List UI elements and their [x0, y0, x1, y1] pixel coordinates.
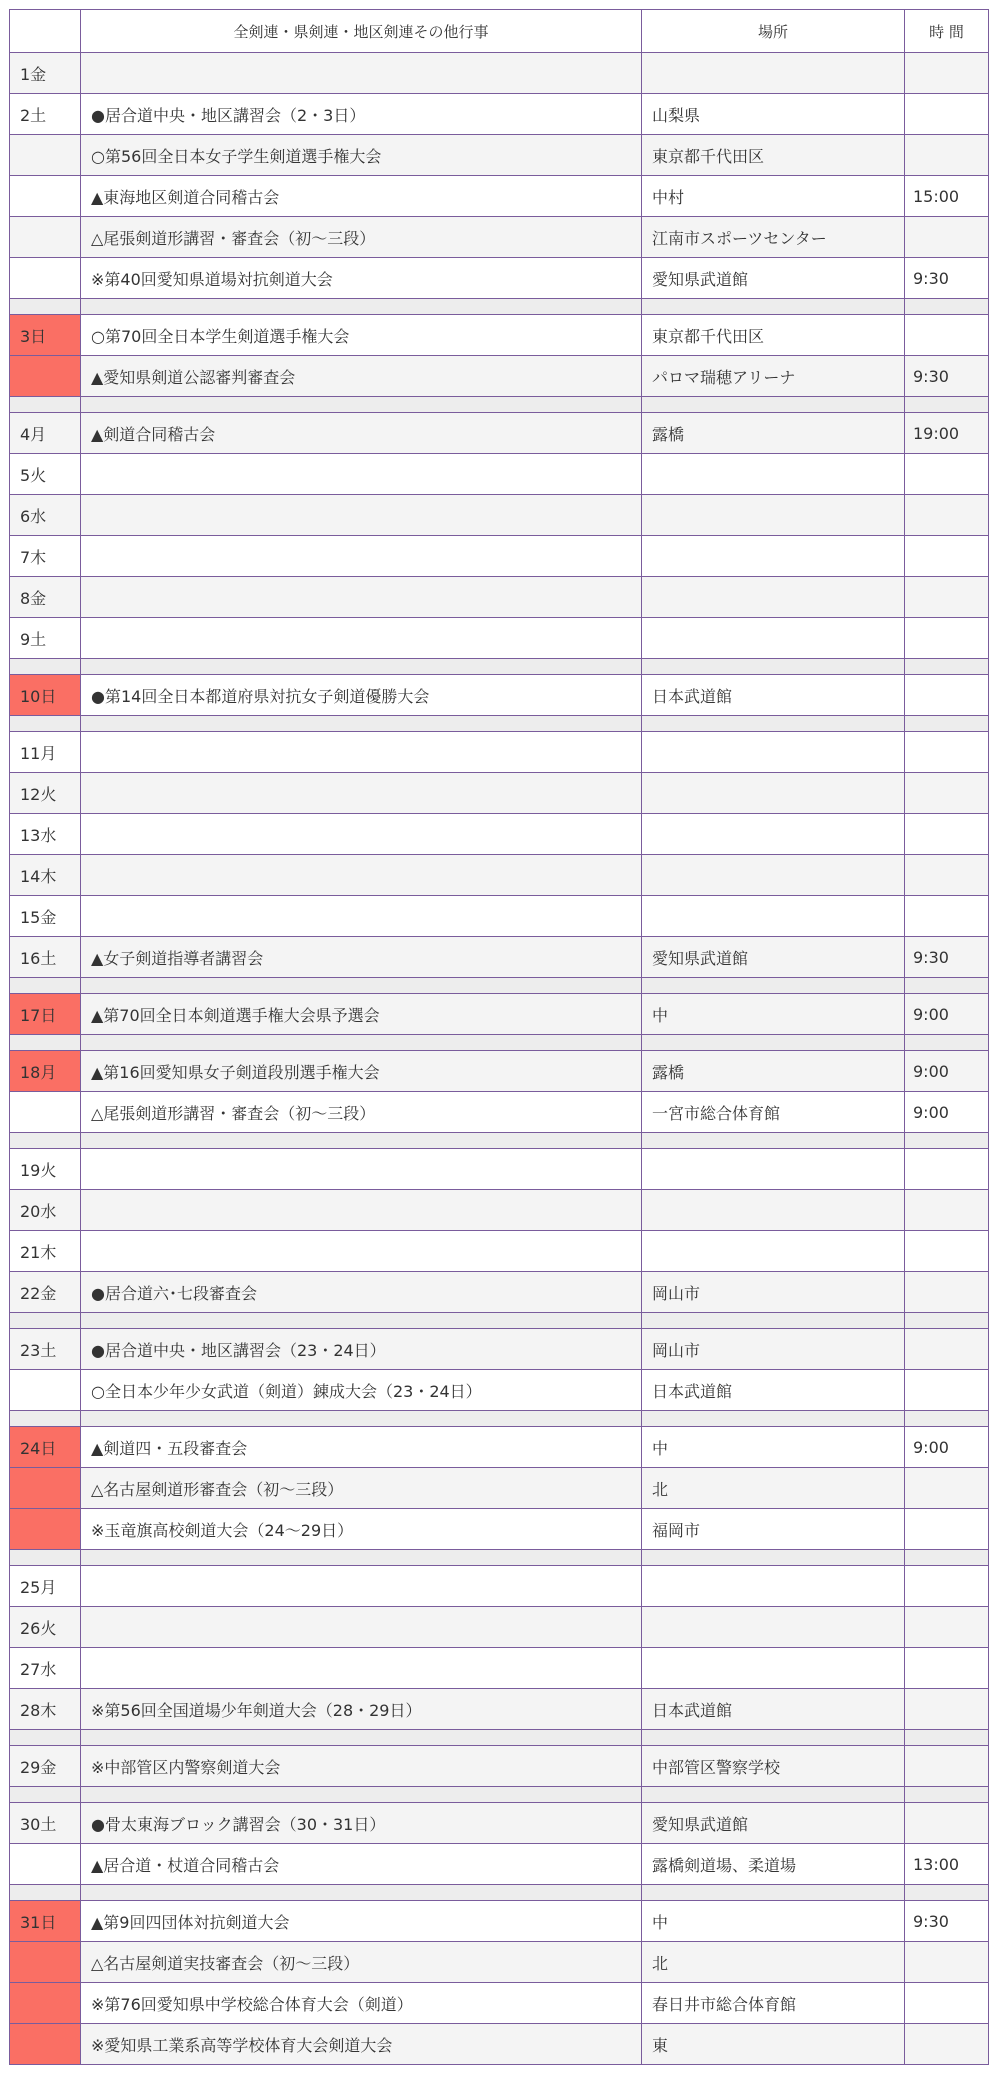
time-cell — [905, 1746, 989, 1787]
schedule-row — [10, 855, 989, 896]
event-cell: ▲第16回愛知県女子剣道段別選手権大会 — [81, 1051, 642, 1092]
day-cell: 29金 — [10, 1746, 81, 1787]
event-cell: △名古屋剣道実技審査会（初～三段） — [81, 1942, 642, 1983]
day-cell: 10日 — [10, 675, 81, 716]
schedule-row — [10, 732, 989, 773]
place-cell: 岡山市 — [642, 1272, 905, 1313]
schedule-row — [10, 1901, 989, 1942]
time-cell — [905, 618, 989, 659]
event-cell: ▲剣道合同稽古会 — [81, 413, 642, 454]
place-cell — [642, 814, 905, 855]
spacer-cell — [81, 978, 642, 994]
day-cell: 28木 — [10, 1689, 81, 1730]
spacer-cell — [905, 1313, 989, 1329]
time-cell: 13:00 — [905, 1844, 989, 1885]
time-cell — [905, 1231, 989, 1272]
place-cell: 露橋 — [642, 1051, 905, 1092]
event-cell — [81, 1648, 642, 1689]
day-cell — [10, 258, 81, 299]
day-cell: 21木 — [10, 1231, 81, 1272]
header-place: 場所 — [642, 10, 905, 53]
event-cell — [81, 732, 642, 773]
time-cell — [905, 53, 989, 94]
schedule-row — [10, 814, 989, 855]
schedule-row — [10, 937, 989, 978]
spacer-cell — [905, 1411, 989, 1427]
time-cell — [905, 1942, 989, 1983]
day-cell: 1金 — [10, 53, 81, 94]
schedule-row — [10, 1370, 989, 1411]
place-cell — [642, 1149, 905, 1190]
schedule-row — [10, 536, 989, 577]
time-cell — [905, 1329, 989, 1370]
spacer-cell — [10, 1885, 81, 1901]
schedule-row — [10, 1329, 989, 1370]
spacer-cell — [642, 1411, 905, 1427]
place-cell: 東京都千代田区 — [642, 315, 905, 356]
place-cell: 露橋剣道場、柔道場 — [642, 1844, 905, 1885]
spacer-row — [10, 1411, 989, 1427]
schedule-row — [10, 1231, 989, 1272]
spacer-cell — [81, 397, 642, 413]
time-cell — [905, 675, 989, 716]
schedule-row — [10, 135, 989, 176]
spacer-cell — [905, 978, 989, 994]
day-cell: 14木 — [10, 855, 81, 896]
place-cell: パロマ瑞穂アリーナ — [642, 356, 905, 397]
day-cell: 18月 — [10, 1051, 81, 1092]
spacer-row — [10, 716, 989, 732]
spacer-cell — [10, 1787, 81, 1803]
place-cell: 北 — [642, 1468, 905, 1509]
schedule-row — [10, 994, 989, 1035]
event-cell: ○全日本少年少女武道（剣道）錬成大会（23・24日） — [81, 1370, 642, 1411]
time-cell — [905, 1689, 989, 1730]
spacer-cell — [10, 397, 81, 413]
spacer-row — [10, 1035, 989, 1051]
spacer-cell — [642, 1730, 905, 1746]
day-cell: 4月 — [10, 413, 81, 454]
schedule-row — [10, 53, 989, 94]
time-cell — [905, 454, 989, 495]
event-cell: ▲東海地区剣道合同稽古会 — [81, 176, 642, 217]
day-cell: 7木 — [10, 536, 81, 577]
schedule-row — [10, 896, 989, 937]
day-cell: 2土 — [10, 94, 81, 135]
schedule-row — [10, 176, 989, 217]
spacer-cell — [642, 1550, 905, 1566]
time-cell: 9:30 — [905, 258, 989, 299]
time-cell: 9:00 — [905, 1092, 989, 1133]
spacer-row — [10, 1133, 989, 1149]
spacer-cell — [10, 1035, 81, 1051]
spacer-cell — [905, 1133, 989, 1149]
place-cell: 一宮市総合体育館 — [642, 1092, 905, 1133]
time-cell — [905, 855, 989, 896]
header-day — [10, 10, 81, 53]
event-cell — [81, 1607, 642, 1648]
event-cell: ▲第9回四団体対抗剣道大会 — [81, 1901, 642, 1942]
spacer-row — [10, 978, 989, 994]
spacer-cell — [10, 716, 81, 732]
event-cell — [81, 814, 642, 855]
spacer-cell — [10, 659, 81, 675]
spacer-cell — [10, 1411, 81, 1427]
event-cell — [81, 577, 642, 618]
schedule-row — [10, 1427, 989, 1468]
spacer-cell — [642, 716, 905, 732]
schedule-row — [10, 1746, 989, 1787]
time-cell: 9:00 — [905, 1051, 989, 1092]
time-cell — [905, 94, 989, 135]
spacer-cell — [905, 299, 989, 315]
event-cell: ●居合道六･七段審査会 — [81, 1272, 642, 1313]
spacer-cell — [10, 1550, 81, 1566]
header-time: 時 間 — [905, 10, 989, 53]
event-cell — [81, 1231, 642, 1272]
schedule-row — [10, 1689, 989, 1730]
day-cell — [10, 135, 81, 176]
schedule-row — [10, 356, 989, 397]
spacer-cell — [81, 1787, 642, 1803]
spacer-cell — [10, 1730, 81, 1746]
place-cell: 中部管区警察学校 — [642, 1746, 905, 1787]
time-cell — [905, 732, 989, 773]
schedule-row — [10, 1803, 989, 1844]
place-cell — [642, 1648, 905, 1689]
time-cell — [905, 536, 989, 577]
day-cell: 20水 — [10, 1190, 81, 1231]
schedule-row — [10, 2024, 989, 2065]
day-cell — [10, 356, 81, 397]
spacer-cell — [642, 1885, 905, 1901]
day-cell — [10, 1468, 81, 1509]
event-cell: ▲第70回全日本剣道選手権大会県予選会 — [81, 994, 642, 1035]
spacer-cell — [642, 1133, 905, 1149]
day-cell: 16土 — [10, 937, 81, 978]
place-cell — [642, 1607, 905, 1648]
day-cell: 31日 — [10, 1901, 81, 1942]
schedule-row — [10, 577, 989, 618]
spacer-cell — [10, 299, 81, 315]
schedule-row — [10, 258, 989, 299]
time-cell — [905, 1607, 989, 1648]
place-cell — [642, 855, 905, 896]
schedule-row — [10, 675, 989, 716]
time-cell: 9:30 — [905, 1901, 989, 1942]
header-row — [10, 10, 989, 53]
event-cell — [81, 53, 642, 94]
spacer-cell — [905, 1730, 989, 1746]
spacer-cell — [642, 299, 905, 315]
place-cell: 福岡市 — [642, 1509, 905, 1550]
schedule-row — [10, 217, 989, 258]
place-cell — [642, 896, 905, 937]
day-cell — [10, 2024, 81, 2065]
place-cell — [642, 577, 905, 618]
time-cell — [905, 1190, 989, 1231]
event-cell: ●居合道中央・地区講習会（23・24日） — [81, 1329, 642, 1370]
place-cell — [642, 53, 905, 94]
time-cell — [905, 1509, 989, 1550]
spacer-row — [10, 1550, 989, 1566]
day-cell: 6水 — [10, 495, 81, 536]
schedule-row — [10, 618, 989, 659]
time-cell — [905, 135, 989, 176]
place-cell — [642, 618, 905, 659]
spacer-cell — [81, 1550, 642, 1566]
schedule-row — [10, 1566, 989, 1607]
spacer-cell — [81, 1885, 642, 1901]
time-cell — [905, 1983, 989, 2024]
time-cell: 9:00 — [905, 1427, 989, 1468]
place-cell: 日本武道館 — [642, 1689, 905, 1730]
spacer-cell — [81, 1035, 642, 1051]
time-cell — [905, 217, 989, 258]
event-cell: ○第56回全日本女子学生剣道選手権大会 — [81, 135, 642, 176]
spacer-cell — [642, 978, 905, 994]
day-cell: 19火 — [10, 1149, 81, 1190]
event-cell: ○第70回全日本学生剣道選手権大会 — [81, 315, 642, 356]
schedule-row — [10, 773, 989, 814]
time-cell — [905, 1149, 989, 1190]
time-cell — [905, 1803, 989, 1844]
day-cell — [10, 176, 81, 217]
day-cell — [10, 217, 81, 258]
event-cell: ●骨太東海ブロック講習会（30・31日） — [81, 1803, 642, 1844]
day-cell: 3日 — [10, 315, 81, 356]
place-cell — [642, 732, 905, 773]
place-cell: 東 — [642, 2024, 905, 2065]
day-cell: 9土 — [10, 618, 81, 659]
event-cell: ※第76回愛知県中学校総合体育大会（剣道） — [81, 1983, 642, 2024]
day-cell: 8金 — [10, 577, 81, 618]
day-cell — [10, 1370, 81, 1411]
day-cell: 22金 — [10, 1272, 81, 1313]
place-cell: 日本武道館 — [642, 675, 905, 716]
spacer-cell — [905, 1885, 989, 1901]
place-cell: 中 — [642, 1427, 905, 1468]
event-cell: ▲女子剣道指導者講習会 — [81, 937, 642, 978]
event-cell — [81, 896, 642, 937]
day-cell: 5火 — [10, 454, 81, 495]
event-cell — [81, 1190, 642, 1231]
spacer-cell — [81, 1313, 642, 1329]
place-cell — [642, 773, 905, 814]
time-cell — [905, 1272, 989, 1313]
event-cell: ●居合道中央・地区講習会（2・3日） — [81, 94, 642, 135]
event-cell: △尾張剣道形講習・審査会（初～三段） — [81, 1092, 642, 1133]
spacer-cell — [10, 1133, 81, 1149]
spacer-row — [10, 1313, 989, 1329]
day-cell: 27水 — [10, 1648, 81, 1689]
spacer-cell — [81, 1411, 642, 1427]
event-cell: ▲剣道四・五段審査会 — [81, 1427, 642, 1468]
day-cell: 17日 — [10, 994, 81, 1035]
place-cell — [642, 1231, 905, 1272]
schedule-row — [10, 413, 989, 454]
event-cell: ※第40回愛知県道場対抗剣道大会 — [81, 258, 642, 299]
spacer-cell — [905, 1787, 989, 1803]
event-cell — [81, 773, 642, 814]
day-cell: 12火 — [10, 773, 81, 814]
day-cell — [10, 1509, 81, 1550]
event-cell: ※愛知県工業系高等学校体育大会剣道大会 — [81, 2024, 642, 2065]
event-cell — [81, 495, 642, 536]
schedule-row — [10, 94, 989, 135]
event-cell: ▲居合道・杖道合同稽古会 — [81, 1844, 642, 1885]
header-event: 全剣連・県剣連・地区剣連その他行事 — [81, 10, 642, 53]
event-cell — [81, 618, 642, 659]
schedule-row — [10, 1190, 989, 1231]
day-cell: 15金 — [10, 896, 81, 937]
spacer-cell — [81, 1133, 642, 1149]
time-cell — [905, 2024, 989, 2065]
day-cell — [10, 1942, 81, 1983]
day-cell: 26火 — [10, 1607, 81, 1648]
time-cell: 9:00 — [905, 994, 989, 1035]
schedule-row — [10, 1983, 989, 2024]
event-cell: ※玉竜旗高校剣道大会（24～29日） — [81, 1509, 642, 1550]
time-cell — [905, 773, 989, 814]
time-cell — [905, 896, 989, 937]
day-cell: 11月 — [10, 732, 81, 773]
schedule-row — [10, 1509, 989, 1550]
time-cell — [905, 577, 989, 618]
place-cell: 愛知県武道館 — [642, 1803, 905, 1844]
schedule-row — [10, 1844, 989, 1885]
place-cell — [642, 454, 905, 495]
spacer-row — [10, 397, 989, 413]
day-cell — [10, 1844, 81, 1885]
place-cell: 春日井市総合体育館 — [642, 1983, 905, 2024]
schedule-row — [10, 1092, 989, 1133]
event-cell: ▲愛知県剣道公認審判審査会 — [81, 356, 642, 397]
schedule-row — [10, 1607, 989, 1648]
place-cell: 愛知県武道館 — [642, 937, 905, 978]
spacer-cell — [642, 1787, 905, 1803]
time-cell — [905, 1648, 989, 1689]
time-cell — [905, 495, 989, 536]
event-cell: ※第56回全国道場少年剣道大会（28・29日） — [81, 1689, 642, 1730]
place-cell — [642, 536, 905, 577]
place-cell: 北 — [642, 1942, 905, 1983]
event-cell — [81, 1149, 642, 1190]
time-cell: 15:00 — [905, 176, 989, 217]
spacer-cell — [905, 1035, 989, 1051]
schedule-row — [10, 1648, 989, 1689]
time-cell — [905, 1468, 989, 1509]
spacer-cell — [81, 299, 642, 315]
time-cell — [905, 1370, 989, 1411]
spacer-cell — [642, 397, 905, 413]
time-cell: 9:30 — [905, 937, 989, 978]
spacer-row — [10, 1730, 989, 1746]
spacer-cell — [81, 1730, 642, 1746]
day-cell: 23土 — [10, 1329, 81, 1370]
event-cell — [81, 1566, 642, 1607]
place-cell: 東京都千代田区 — [642, 135, 905, 176]
spacer-row — [10, 1885, 989, 1901]
schedule-row — [10, 1272, 989, 1313]
place-cell: 山梨県 — [642, 94, 905, 135]
spacer-row — [10, 659, 989, 675]
day-cell: 13水 — [10, 814, 81, 855]
event-cell: △名古屋剣道形審査会（初～三段） — [81, 1468, 642, 1509]
time-cell: 9:30 — [905, 356, 989, 397]
schedule-row — [10, 1468, 989, 1509]
event-cell — [81, 855, 642, 896]
schedule-row — [10, 1149, 989, 1190]
event-cell: ●第14回全日本都道府県対抗女子剣道優勝大会 — [81, 675, 642, 716]
spacer-cell — [905, 716, 989, 732]
place-cell — [642, 495, 905, 536]
place-cell — [642, 1566, 905, 1607]
schedule-body — [10, 53, 989, 2065]
schedule-row — [10, 1051, 989, 1092]
schedule-table — [9, 9, 989, 2065]
spacer-row — [10, 299, 989, 315]
place-cell — [642, 1190, 905, 1231]
spacer-cell — [642, 1313, 905, 1329]
place-cell: 中村 — [642, 176, 905, 217]
event-cell: △尾張剣道形講習・審査会（初～三段） — [81, 217, 642, 258]
event-cell — [81, 454, 642, 495]
time-cell — [905, 1566, 989, 1607]
day-cell: 30土 — [10, 1803, 81, 1844]
spacer-cell — [81, 716, 642, 732]
spacer-cell — [10, 1313, 81, 1329]
place-cell: 岡山市 — [642, 1329, 905, 1370]
day-cell — [10, 1092, 81, 1133]
day-cell: 25月 — [10, 1566, 81, 1607]
place-cell: 江南市スポーツセンター — [642, 217, 905, 258]
event-cell — [81, 536, 642, 577]
schedule-row — [10, 315, 989, 356]
spacer-cell — [81, 659, 642, 675]
event-cell: ※中部管区内警察剣道大会 — [81, 1746, 642, 1787]
schedule-row — [10, 454, 989, 495]
place-cell: 露橋 — [642, 413, 905, 454]
spacer-cell — [642, 1035, 905, 1051]
spacer-cell — [905, 659, 989, 675]
spacer-cell — [905, 397, 989, 413]
spacer-cell — [905, 1550, 989, 1566]
place-cell: 中 — [642, 994, 905, 1035]
time-cell — [905, 315, 989, 356]
schedule-row — [10, 495, 989, 536]
spacer-row — [10, 1787, 989, 1803]
time-cell: 19:00 — [905, 413, 989, 454]
spacer-cell — [642, 659, 905, 675]
schedule-row — [10, 1942, 989, 1983]
time-cell — [905, 814, 989, 855]
day-cell: 24日 — [10, 1427, 81, 1468]
place-cell: 日本武道館 — [642, 1370, 905, 1411]
place-cell: 中 — [642, 1901, 905, 1942]
spacer-cell — [10, 978, 81, 994]
day-cell — [10, 1983, 81, 2024]
place-cell: 愛知県武道館 — [642, 258, 905, 299]
